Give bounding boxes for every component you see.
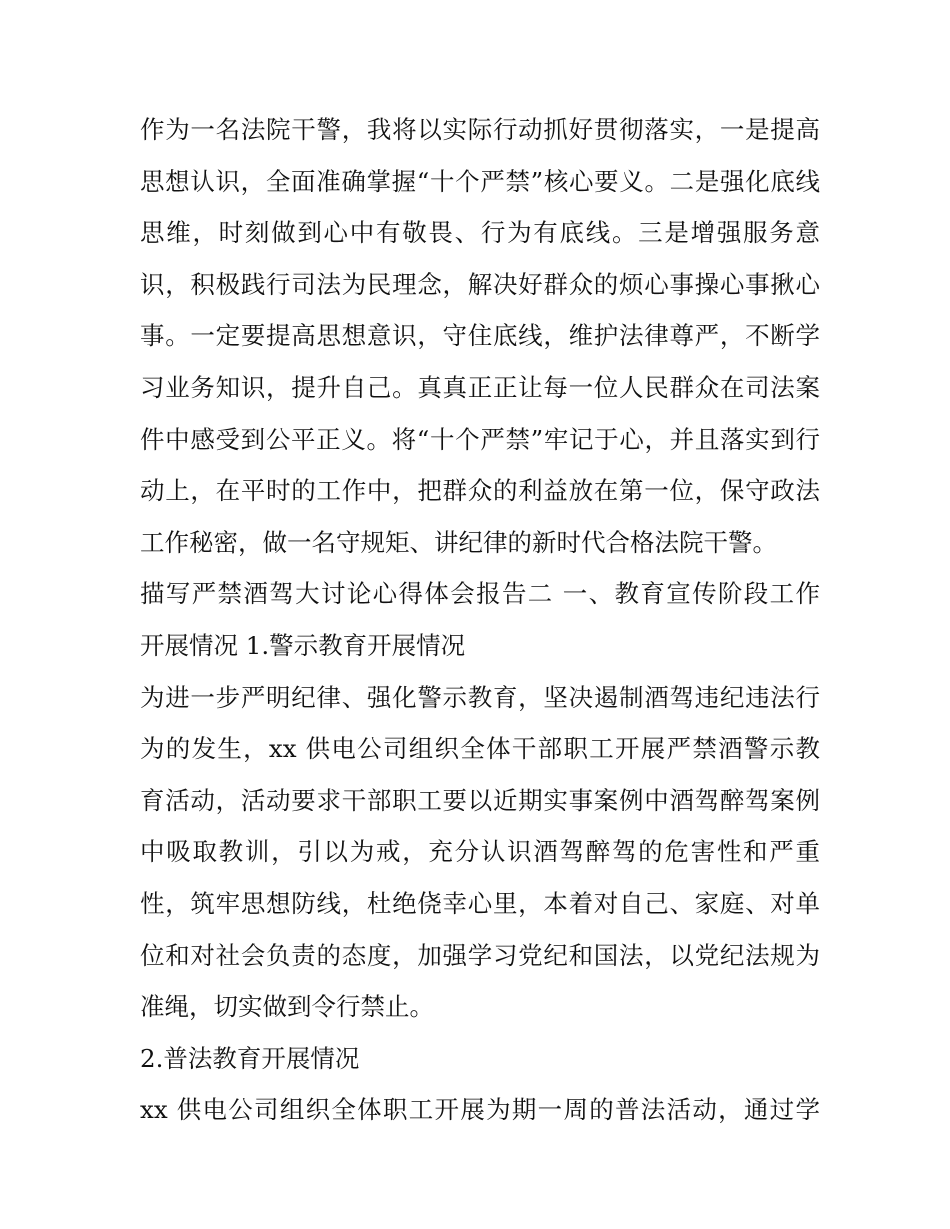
text-line: 思想认识，全面准确掌握“十个严禁”核心要义。二是强化底线 (140, 166, 820, 196)
text-line: 位和对社会负责的态度，加强学习党纪和国法，以党纪法规为 (140, 940, 820, 970)
text-line: 思维，时刻做到心中有敬畏、行为有底线。三是增强服务意 (140, 218, 820, 248)
text-line: 中吸取教训，引以为戒，充分认识酒驾醉驾的危害性和严重 (140, 837, 820, 867)
text-line: 工作秘密，做一名守规矩、讲纪律的新时代合格法院干警。 (140, 527, 777, 557)
text-line: 动上，在平时的工作中，把群众的利益放在第一位，保守政法 (140, 476, 820, 506)
text-line: 习业务知识，提升自己。真真正正让每一位人民群众在司法案 (140, 372, 820, 402)
text-line: 性，筑牢思想防线，杜绝侥幸心里，本着对自己、家庭、对单 (140, 888, 820, 918)
section-heading-line: 描写严禁酒驾大讨论心得体会报告二 一、教育宣传阶段工作 (140, 579, 820, 609)
text-line: 育活动，活动要求干部职工要以近期实事案例中酒驾醉驾案例 (140, 785, 820, 815)
text-line: 件中感受到公平正义。将“十个严禁”牢记于心，并且落实到行 (140, 424, 820, 454)
document-body (140, 104, 820, 1136)
text-line: 为的发生，xx 供电公司组织全体干部职工开展严禁酒警示教 (140, 734, 820, 764)
section-heading-line: 开展情况 1.警示教育开展情况 (140, 630, 466, 660)
text-line: 事。一定要提高思想意识，守住底线，维护法律尊严，不断学 (140, 321, 820, 351)
text-line: 为进一步严明纪律、强化警示教育，坚决遏制酒驾违纪违法行 (140, 682, 820, 712)
text-line: 识，积极践行司法为民理念，解决好群众的烦心事操心事揪心 (140, 269, 820, 299)
text-line: xx 供电公司组织全体职工开展为期一周的普法活动，通过学 (140, 1095, 820, 1125)
text-line: 准绳，切实做到令行禁止。 (140, 992, 434, 1022)
section-heading-line: 2.普法教育开展情况 (140, 1043, 360, 1073)
text-line: 作为一名法院干警，我将以实际行动抓好贯彻落实，一是提高 (140, 115, 820, 144)
